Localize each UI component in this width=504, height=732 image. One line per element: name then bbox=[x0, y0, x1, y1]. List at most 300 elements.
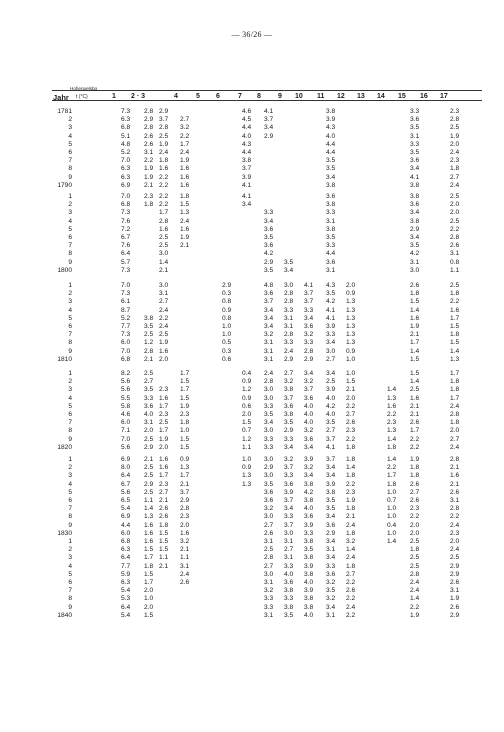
value-column-17 bbox=[450, 193, 459, 275]
value-cell bbox=[144, 307, 153, 315]
year-cell: 8 bbox=[68, 513, 72, 521]
value-cell bbox=[144, 242, 153, 250]
value-cell: 4.2 bbox=[264, 250, 274, 258]
header-col-16: 16 bbox=[420, 93, 428, 100]
value-cell: 0.8 bbox=[450, 258, 460, 266]
year-cell: 9 bbox=[68, 521, 72, 529]
year-cell: 2 bbox=[68, 201, 72, 209]
value-cell bbox=[144, 209, 153, 217]
value-cell: 6.0 bbox=[121, 529, 131, 537]
value-cell: 3.4 bbox=[410, 209, 420, 217]
value-cell: 6.8 bbox=[121, 201, 131, 209]
value-cell: 2.4 bbox=[159, 322, 169, 330]
year-cell: 1800 bbox=[57, 266, 72, 274]
value-cell: 2.2 bbox=[410, 513, 420, 521]
value-cell: 3.4 bbox=[326, 370, 336, 377]
value-cell: 7.0 bbox=[121, 347, 131, 355]
header-col-5: 5 bbox=[196, 93, 200, 100]
value-cell: 3.6 bbox=[304, 513, 314, 521]
value-cell: 2.7 bbox=[450, 435, 460, 443]
value-cell: 3.4 bbox=[264, 322, 274, 330]
value-cell: 3.8 bbox=[304, 603, 314, 611]
value-cell: 1.4 bbox=[387, 538, 397, 545]
value-cell: 2.6 bbox=[410, 480, 420, 488]
value-cell: 7.3 bbox=[121, 290, 131, 298]
value-cell: 2.3 bbox=[410, 505, 420, 513]
value-cell bbox=[264, 201, 273, 209]
value-cell: 3.7 bbox=[304, 290, 314, 298]
year-cell: 5 bbox=[68, 225, 72, 233]
value-cell: 1.1 bbox=[144, 496, 154, 504]
value-cell bbox=[387, 554, 396, 562]
value-cell: 2.1 bbox=[180, 242, 190, 250]
value-cell: 5.3 bbox=[121, 595, 131, 603]
value-cell: 2.2 bbox=[346, 402, 356, 410]
value-cell: 3.3 bbox=[326, 331, 336, 339]
value-cell: 3.8 bbox=[284, 603, 294, 611]
header-rule-bottom bbox=[52, 100, 482, 101]
value-column-11 bbox=[326, 456, 335, 538]
value-cell: 5.2 bbox=[121, 148, 131, 156]
header-col-1: 1 bbox=[112, 93, 116, 100]
year-cell: 7 bbox=[68, 505, 72, 513]
value-cell: 3.9 bbox=[326, 386, 336, 394]
value-cell: 2.8 bbox=[450, 233, 460, 241]
value-column-17 bbox=[450, 456, 459, 538]
value-cell: 2.1 bbox=[180, 480, 190, 488]
value-cell: 3.4 bbox=[304, 472, 314, 480]
value-cell: 1.3 bbox=[242, 480, 252, 488]
value-column-1 bbox=[121, 538, 130, 620]
value-cell: 3.6 bbox=[264, 496, 274, 504]
value-column-10 bbox=[304, 282, 313, 364]
value-cell: 1.9 bbox=[159, 140, 169, 148]
value-cell: 2.5 bbox=[326, 378, 336, 386]
year-cell: 3 bbox=[68, 209, 72, 217]
value-cell: 3.4 bbox=[264, 419, 274, 427]
value-cell bbox=[242, 522, 251, 530]
value-cell: 2.8 bbox=[304, 347, 314, 355]
value-cell: 2.5 bbox=[144, 464, 154, 472]
value-cell: 3.8 bbox=[304, 480, 314, 488]
page-number: — 36/26 — bbox=[231, 30, 273, 39]
value-cell: 1.5 bbox=[144, 570, 154, 578]
value-cell: 1.8 bbox=[387, 480, 397, 488]
value-cell: 3.4 bbox=[284, 505, 294, 513]
value-cell: 4.0 bbox=[304, 419, 314, 427]
value-cell: 1.3 bbox=[387, 427, 397, 435]
value-cell bbox=[144, 259, 153, 267]
value-cell: 2.4 bbox=[410, 587, 420, 595]
value-cell: 1.4 bbox=[387, 435, 397, 443]
value-cell: 2.1 bbox=[159, 496, 169, 504]
value-cell: 0.7 bbox=[387, 496, 397, 504]
header-col-9: 9 bbox=[278, 93, 282, 100]
value-cell: 1.5 bbox=[346, 378, 356, 386]
value-cell: 2.9 bbox=[284, 355, 294, 363]
value-cell: 3.4 bbox=[264, 124, 274, 132]
value-cell: 2.1 bbox=[410, 402, 420, 410]
value-cell bbox=[242, 209, 251, 217]
value-cell bbox=[264, 174, 273, 182]
value-cell: 2.5 bbox=[144, 370, 154, 377]
value-cell: 2.9 bbox=[159, 108, 169, 115]
value-cell: 2.2 bbox=[410, 435, 420, 443]
value-column-12 bbox=[346, 282, 355, 364]
value-cell: 3.0 bbox=[264, 427, 274, 435]
value-cell: 2.5 bbox=[159, 233, 169, 241]
value-cell: 3.5 bbox=[326, 505, 336, 513]
value-cell: 1.7 bbox=[387, 472, 397, 480]
value-cell: 3.1 bbox=[326, 611, 336, 619]
value-cell: 2.0 bbox=[242, 410, 252, 418]
value-cell: 3.9 bbox=[326, 480, 336, 488]
value-cell: 3.0 bbox=[264, 570, 274, 578]
value-cell: 4.2 bbox=[304, 488, 314, 496]
value-cell: 3.8 bbox=[144, 314, 154, 322]
year-cell: 1781 bbox=[57, 108, 72, 115]
value-cell: 6.9 bbox=[121, 513, 131, 521]
value-cell: 2.1 bbox=[346, 513, 356, 521]
value-cell: 2.6 bbox=[144, 140, 154, 148]
value-cell: 0.9 bbox=[180, 456, 190, 463]
year-cell: 5 bbox=[68, 402, 72, 410]
value-cell: 2.8 bbox=[450, 505, 460, 513]
value-cell: 3.4 bbox=[264, 314, 274, 322]
value-cell: 1.5 bbox=[180, 201, 190, 209]
value-cell: 3.5 bbox=[326, 157, 336, 165]
year-cell: 7 bbox=[68, 157, 72, 165]
value-cell: 1.7 bbox=[144, 554, 154, 562]
value-cell bbox=[264, 165, 273, 173]
value-cell: 4.2 bbox=[326, 298, 336, 306]
value-cell: 1.8 bbox=[410, 472, 420, 480]
value-column-3 bbox=[159, 538, 168, 620]
value-column-11 bbox=[326, 538, 335, 620]
value-cell: 0.9 bbox=[242, 394, 252, 402]
value-cell: 3.2 bbox=[264, 587, 274, 595]
value-cell: 3.0 bbox=[159, 250, 169, 258]
value-cell: 1.6 bbox=[180, 225, 190, 233]
value-cell: 2.0 bbox=[144, 427, 154, 435]
value-cell: 2.1 bbox=[144, 456, 154, 463]
value-cell: 1.8 bbox=[144, 201, 154, 209]
value-cell bbox=[159, 370, 168, 378]
value-cell: 2.6 bbox=[410, 419, 420, 427]
value-cell: 1.5 bbox=[450, 339, 460, 347]
value-cell: 2.4 bbox=[450, 443, 460, 451]
value-cell: 2.5 bbox=[450, 554, 460, 562]
value-cell: 1.7 bbox=[410, 339, 420, 347]
value-cell: 3.3 bbox=[284, 513, 294, 521]
value-cell: 2.4 bbox=[180, 217, 190, 225]
value-column-4 bbox=[180, 538, 189, 620]
value-cell: 1.8 bbox=[450, 386, 460, 394]
value-cell bbox=[387, 587, 396, 595]
value-cell: 4.0 bbox=[326, 132, 336, 140]
year-cell: 7 bbox=[68, 331, 72, 339]
value-cell: 2.6 bbox=[450, 578, 460, 586]
year-cell: 3 bbox=[68, 554, 72, 562]
value-cell: 2.4 bbox=[159, 306, 169, 314]
value-cell: 2.4 bbox=[450, 181, 460, 189]
value-cell: 1.9 bbox=[180, 233, 190, 241]
value-column-6 bbox=[222, 282, 231, 364]
value-cell: 4.3 bbox=[242, 140, 252, 148]
value-cell bbox=[284, 234, 293, 242]
value-cell: 1.9 bbox=[410, 611, 420, 619]
value-cell: 2.2 bbox=[450, 513, 460, 521]
value-cell: 3.8 bbox=[410, 217, 420, 225]
value-cell: 3.7 bbox=[264, 298, 274, 306]
value-cell: 1.4 bbox=[144, 505, 154, 513]
value-cell: 1.9 bbox=[410, 322, 420, 330]
value-cell: 1.5 bbox=[410, 355, 420, 363]
value-cell: 1.8 bbox=[159, 157, 169, 165]
value-cell: 3.3 bbox=[284, 306, 294, 314]
value-cell: 3.0 bbox=[159, 282, 169, 289]
value-cell: 1.0 bbox=[387, 529, 397, 537]
value-cell: 2.7 bbox=[144, 378, 154, 386]
value-cell: 2.0 bbox=[144, 603, 154, 611]
value-cell: 2.8 bbox=[450, 410, 460, 418]
value-cell: 1.5 bbox=[144, 546, 154, 554]
value-cell: 2.2 bbox=[144, 157, 154, 165]
value-cell: 1.7 bbox=[450, 314, 460, 322]
value-cell: 2.8 bbox=[144, 124, 154, 132]
value-cell: 2.3 bbox=[450, 157, 460, 165]
value-cell: 2.1 bbox=[450, 464, 460, 472]
value-cell: 5.2 bbox=[121, 314, 131, 322]
value-cell bbox=[180, 108, 189, 116]
header-col-17: 17 bbox=[440, 93, 448, 100]
value-cell: 2.7 bbox=[326, 427, 336, 435]
value-cell: 1.6 bbox=[144, 538, 154, 545]
value-cell: 2.8 bbox=[450, 116, 460, 124]
value-column-15 bbox=[410, 282, 419, 364]
value-cell bbox=[242, 242, 251, 250]
value-cell: 1.8 bbox=[450, 331, 460, 339]
value-cell: 2.3 bbox=[159, 386, 169, 394]
value-cell: 2.3 bbox=[387, 419, 397, 427]
value-cell bbox=[144, 298, 153, 306]
value-cell: 1.6 bbox=[144, 529, 154, 537]
value-column-14 bbox=[387, 456, 396, 538]
value-column-14 bbox=[387, 370, 396, 452]
value-cell: 1.6 bbox=[159, 456, 169, 463]
value-cell: 2.7 bbox=[159, 298, 169, 306]
value-cell: 5.6 bbox=[121, 488, 131, 496]
value-cell: 1.8 bbox=[180, 193, 190, 200]
value-cell: 8.7 bbox=[121, 306, 131, 314]
value-cell: 1.4 bbox=[387, 386, 397, 394]
value-cell: 3.4 bbox=[410, 165, 420, 173]
value-cell: 3.6 bbox=[410, 157, 420, 165]
value-cell: 4.0 bbox=[304, 578, 314, 586]
value-cell: 1.4 bbox=[410, 347, 420, 355]
value-cell: 3.1 bbox=[410, 132, 420, 140]
value-cell bbox=[387, 378, 396, 386]
value-cell: 4.3 bbox=[326, 282, 336, 289]
value-cell bbox=[284, 193, 293, 201]
value-cell: 6.1 bbox=[121, 298, 131, 306]
value-cell: 1.1 bbox=[159, 554, 169, 562]
value-cell: 3.1 bbox=[284, 554, 294, 562]
value-cell: 2.0 bbox=[144, 587, 154, 595]
value-column-3 bbox=[159, 108, 168, 190]
value-cell: 2.9 bbox=[180, 496, 190, 504]
value-cell: 1.6 bbox=[159, 165, 169, 173]
value-cell: 3.0 bbox=[284, 529, 294, 537]
value-cell: 6.9 bbox=[121, 456, 131, 463]
value-cell: 3.8 bbox=[326, 225, 336, 233]
year-column bbox=[52, 108, 72, 190]
value-column-15 bbox=[410, 370, 419, 452]
value-cell: 2.4 bbox=[450, 546, 460, 554]
value-cell: 5.4 bbox=[121, 505, 131, 513]
value-cell: 2.5 bbox=[450, 282, 460, 289]
value-column-10 bbox=[304, 538, 313, 620]
value-cell bbox=[144, 282, 153, 290]
value-cell: 3.9 bbox=[304, 456, 314, 463]
value-cell: 1.7 bbox=[159, 472, 169, 480]
value-cell: 2.1 bbox=[144, 355, 154, 363]
value-cell: 2.9 bbox=[144, 480, 154, 488]
value-column-17 bbox=[450, 370, 459, 452]
value-cell: 3.3 bbox=[284, 595, 294, 603]
value-cell: 3.0 bbox=[284, 282, 294, 289]
value-cell: 3.5 bbox=[284, 258, 294, 266]
value-cell bbox=[242, 505, 251, 513]
value-cell: 2.6 bbox=[346, 587, 356, 595]
value-cell: 3.4 bbox=[264, 217, 274, 225]
value-cell: 1.8 bbox=[450, 290, 460, 298]
value-cell: 1.9 bbox=[159, 435, 169, 443]
header-col-12: 12 bbox=[337, 93, 345, 100]
year-cell: 1 bbox=[68, 193, 72, 200]
value-cell: 2.4 bbox=[180, 570, 190, 578]
value-column-7 bbox=[242, 370, 251, 452]
value-column-2 bbox=[144, 370, 153, 452]
value-cell: 2.4 bbox=[264, 370, 274, 377]
value-cell: 2.3 bbox=[159, 410, 169, 418]
value-cell bbox=[264, 157, 273, 165]
value-cell: 2.9 bbox=[304, 355, 314, 363]
value-cell: 2.5 bbox=[450, 124, 460, 132]
value-cell: 3.5 bbox=[144, 322, 154, 330]
value-cell: 2.3 bbox=[450, 108, 460, 115]
value-cell: 4.2 bbox=[326, 402, 336, 410]
value-cell bbox=[159, 587, 168, 595]
value-cell: 3.8 bbox=[326, 181, 336, 189]
value-column-1 bbox=[121, 456, 130, 538]
value-cell: 3.7 bbox=[326, 435, 336, 443]
value-cell: 1.3 bbox=[387, 394, 397, 402]
value-cell: 3.1 bbox=[326, 266, 336, 274]
year-cell: 7 bbox=[68, 242, 72, 250]
header-col-15: 15 bbox=[398, 93, 406, 100]
value-cell: 5.4 bbox=[121, 587, 131, 595]
value-cell: 3.5 bbox=[326, 419, 336, 427]
value-cell: 2.7 bbox=[284, 546, 294, 554]
value-cell bbox=[284, 226, 293, 234]
value-cell: 1.2 bbox=[242, 435, 252, 443]
year-cell: 7 bbox=[68, 587, 72, 595]
year-cell: 9 bbox=[68, 435, 72, 443]
value-cell bbox=[387, 604, 396, 612]
value-cell: 3.2 bbox=[180, 538, 190, 545]
value-cell: 2.4 bbox=[284, 347, 294, 355]
value-cell: 3.1 bbox=[284, 314, 294, 322]
value-cell: 3.7 bbox=[159, 116, 169, 124]
value-cell: 3.1 bbox=[326, 217, 336, 225]
value-cell: 3.5 bbox=[326, 165, 336, 173]
value-cell: 1.6 bbox=[450, 472, 460, 480]
value-cell: 1.3 bbox=[346, 339, 356, 347]
value-cell: 2.8 bbox=[159, 124, 169, 132]
value-cell: 1.9 bbox=[159, 339, 169, 347]
value-cell: 1.8 bbox=[346, 529, 356, 537]
value-cell: 2.2 bbox=[450, 298, 460, 306]
value-cell: 0.4 bbox=[387, 521, 397, 529]
value-cell: 6.9 bbox=[121, 181, 131, 189]
value-cell: 1.0 bbox=[222, 331, 232, 339]
value-column-8 bbox=[264, 108, 273, 190]
value-cell: 1.9 bbox=[180, 157, 190, 165]
value-cell bbox=[242, 218, 251, 226]
value-cell: 4.0 bbox=[304, 505, 314, 513]
year-cell: 2 bbox=[68, 464, 72, 472]
value-cell: 2.5 bbox=[159, 242, 169, 250]
year-cell: 9 bbox=[68, 603, 72, 611]
value-cell: 7.0 bbox=[121, 157, 131, 165]
value-cell: 3.4 bbox=[326, 603, 336, 611]
value-cell: 2.0 bbox=[180, 521, 190, 529]
value-cell: 2.2 bbox=[346, 611, 356, 619]
value-column-8 bbox=[264, 456, 273, 538]
value-cell: 3.7 bbox=[284, 521, 294, 529]
value-cell: 3.7 bbox=[284, 496, 294, 504]
value-cell: 2.5 bbox=[410, 554, 420, 562]
value-cell: 3.6 bbox=[326, 521, 336, 529]
year-cell: 4 bbox=[68, 306, 72, 314]
value-cell: 2.4 bbox=[450, 402, 460, 410]
value-cell: 5.5 bbox=[121, 394, 131, 402]
value-cell: 3.5 bbox=[410, 148, 420, 156]
year-cell: 6 bbox=[68, 148, 72, 156]
value-cell: 0.8 bbox=[222, 298, 232, 306]
year-cell: 2 bbox=[68, 116, 72, 124]
value-cell: 6.7 bbox=[121, 233, 131, 241]
value-cell bbox=[159, 571, 168, 579]
value-cell: 1.8 bbox=[410, 290, 420, 298]
value-cell: 3.4 bbox=[326, 472, 336, 480]
header-col-4: 4 bbox=[174, 93, 178, 100]
value-cell: 3.3 bbox=[284, 562, 294, 570]
value-cell: 3.6 bbox=[304, 322, 314, 330]
value-column-17 bbox=[450, 538, 459, 620]
value-cell: 0.3 bbox=[222, 290, 232, 298]
value-cell: 3.5 bbox=[326, 233, 336, 241]
value-cell: 1.8 bbox=[159, 521, 169, 529]
value-cell: 2.5 bbox=[159, 132, 169, 140]
value-cell: 3.3 bbox=[284, 472, 294, 480]
value-cell: 3.3 bbox=[144, 394, 154, 402]
value-cell: 3.6 bbox=[264, 225, 274, 233]
value-cell: 2.8 bbox=[284, 298, 294, 306]
value-cell bbox=[144, 226, 153, 234]
value-cell: 4.4 bbox=[121, 521, 131, 529]
